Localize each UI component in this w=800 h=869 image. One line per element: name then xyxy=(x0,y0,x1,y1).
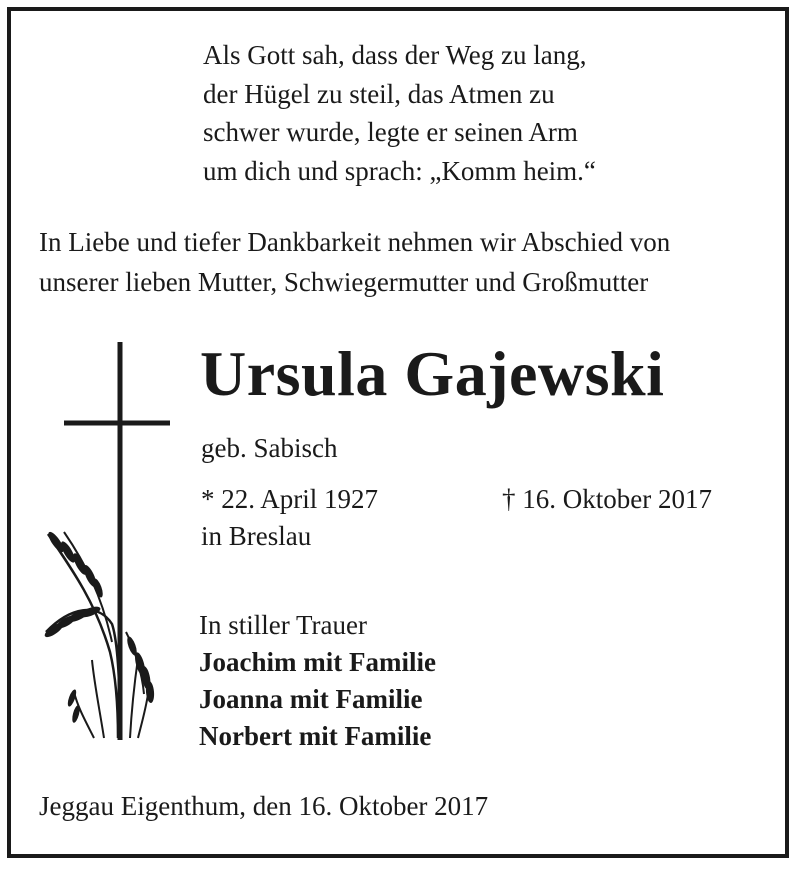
deceased-name: Ursula Gajewski xyxy=(200,338,665,409)
death-date: † 16. Oktober 2017 xyxy=(502,484,712,514)
poem-line: um dich und sprach: „Komm heim.“ xyxy=(203,155,596,186)
poem-line: schwer wurde, legte er seinen Arm xyxy=(203,117,578,147)
intro-line: unserer lieben Mutter, Schwiegermutter und Großmutter xyxy=(39,267,649,297)
birthplace: in Breslau xyxy=(201,521,312,551)
poem-line: der Hügel zu steil, das Atmen zu xyxy=(203,78,555,109)
poem xyxy=(203,36,596,190)
mourning-heading: In stiller Trauer xyxy=(199,610,367,640)
mourner-name: Joachim mit Familie xyxy=(199,647,436,677)
place-and-date: Jeggau Eigenthum, den 16. Oktober 2017 xyxy=(39,791,489,821)
intro-line: In Liebe und tiefer Dankbarkeit nehmen wir Abschied von xyxy=(39,227,671,257)
poem-line: Als Gott sah, dass der Weg zu lang, xyxy=(203,40,587,70)
birth-date: * 22. April 1927 xyxy=(201,484,379,514)
maiden-name: geb. Sabisch xyxy=(201,433,338,463)
intro-text xyxy=(39,222,670,302)
mourner-name: Norbert mit Familie xyxy=(199,721,432,751)
cross-with-wheat-icon xyxy=(34,342,174,747)
mourner-name: Joanna mit Familie xyxy=(199,684,423,714)
